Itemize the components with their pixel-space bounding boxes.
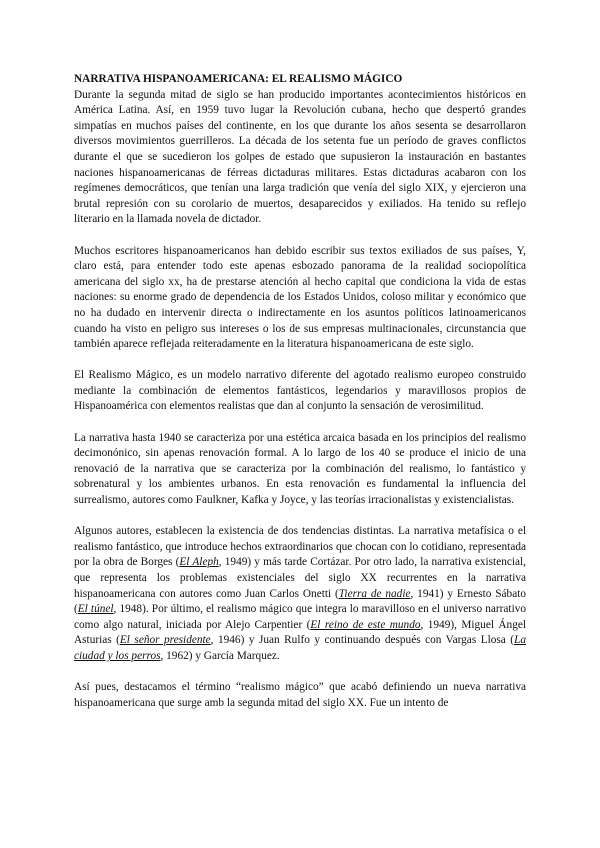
paragraph-conclusion: Así pues, destacamos el término “realismo mágico” que acabó definiendo un nueva narrativa hispanoamericana que surge amb la segunda mitad del siglo XX. Fue un intento de: [74, 681, 526, 709]
paragraph-narrativa-1940: La narrativa hasta 1940 se caracteriza por una estética arcaica basada en los principios del realismo decimonónico, sin apenas renovación formal. A lo largo de los 40 se produce el inicio de una renovació de la narrativa que se caracteriza por la combinación del realismo, lo fantástico y sobrenatural y los ambientes urbanos. En esta renovación es fundamental la influencia del surrealismo, autores como Faulkner, Kafka y Joyce, y las teorías irracionalistas y existencialistas.: [74, 431, 526, 507]
text-segment: , 1962) y García Marquez.: [160, 649, 280, 662]
text-segment: , 1946) y Juan Rulfo y continuando después con Vargas Llosa (: [210, 634, 515, 647]
work-title-el-tunel: El túnel: [77, 603, 114, 616]
text-segment: , 1941) y Ernesto Sábato (: [74, 587, 526, 616]
work-title-el-reino-de-este-mundo: El reino de este mundo: [310, 618, 421, 631]
paragraph-exile-dependency: Muchos escritores hispanoamericanos han debido escribir sus textos exiliados de sus países, Y, claro está, para entender todo este apenas esbozado panorama de la realidad sociopolítica americana del siglo xx, ha de prestarse atención al hecho capital que condiciona la vida de estas naciones: su enorme grado de dependencia de los Estados Unidos, coloso militar y económico que no ha dudado en intervenir directa o indirectamente en los asuntos políticos latinoamericanos cuando ha visto en peligro sus intereses o los de sus empresas multinacionales, circunstancia que también aparece reflejada reiteradamente en la literatura hispanoamericana de este siglo.: [74, 244, 526, 351]
paragraph-tendencias: [74, 524, 526, 664]
work-title-el-senor-presidente: El señor presidente: [119, 634, 211, 647]
document-body: [74, 72, 526, 727]
text-segment: Algunos autores, establecen la existencia de dos tendencias distintas. La narrativa metafísica o el realismo fantástico, que introduce hechos extraordinarios que chocan con lo cotidiano, representada por la obra de Borges (: [74, 525, 526, 569]
paragraph-realismo-magico-definition: El Realismo Mágico, es un modelo narrativo diferente del agotado realismo europeo construido mediante la combinación de elementos fantásticos, legendarios y maravillosos propios de Hispanoamérica con elementos realistas que dan al conjunto la sensación de verosimilitud.: [74, 369, 526, 413]
work-title-la-ciudad-y-los-perros: La ciudad y los perros: [74, 634, 526, 662]
work-title-el-aleph: El Aleph: [179, 556, 219, 569]
paragraph-context-history: Durante la segunda mitad de siglo se han producido importantes acontecimientos históricos en América Latina. Así, en 1959 tuvo lugar la Revolución cubana, hecho que despertó grandes simpatías en muchos países del continente, en los que durante los años sesenta se desarrollaron diversos movimientos guerrilleros. La década de los setenta fue un período de graves conflictos durante el que se sucedieron los golpes de estado que supusieron la instauración en bastantes naciones hispanoamericanas de férreas dictaduras militares. Estas dictaduras acabaron con los regímenes democráticos, que tenían una larga tradición que venía del siglo XIX, y ejercieron una brutal represión con su corolario de muertos, desaparecidos y exiliados. Ha tenido su reflejo literario en la llamada novela de dictador.: [74, 88, 526, 226]
text-segment: , 1949), Miguel Ángel Asturias (: [74, 618, 527, 647]
text-segment: , 1949) y más tarde Cortázar. Por otro lado, la narrativa existencial, que representa los problemas existenciales del siglo XX recurrentes en la narrativa hispanoamericana con autores como Juan Carlos Onetti (: [74, 556, 526, 600]
document-title: NARRATIVA HISPANOAMERICANA: EL REALISMO MÁGICO: [74, 73, 403, 85]
work-title-tierra-de-nadie: Tierra de nadie: [338, 587, 411, 600]
text-segment: , 1948). Por último, el realismo mágico que integra lo maravilloso en el universo narrativo como algo natural, iniciada por Alejo Carpentier (: [74, 603, 527, 631]
